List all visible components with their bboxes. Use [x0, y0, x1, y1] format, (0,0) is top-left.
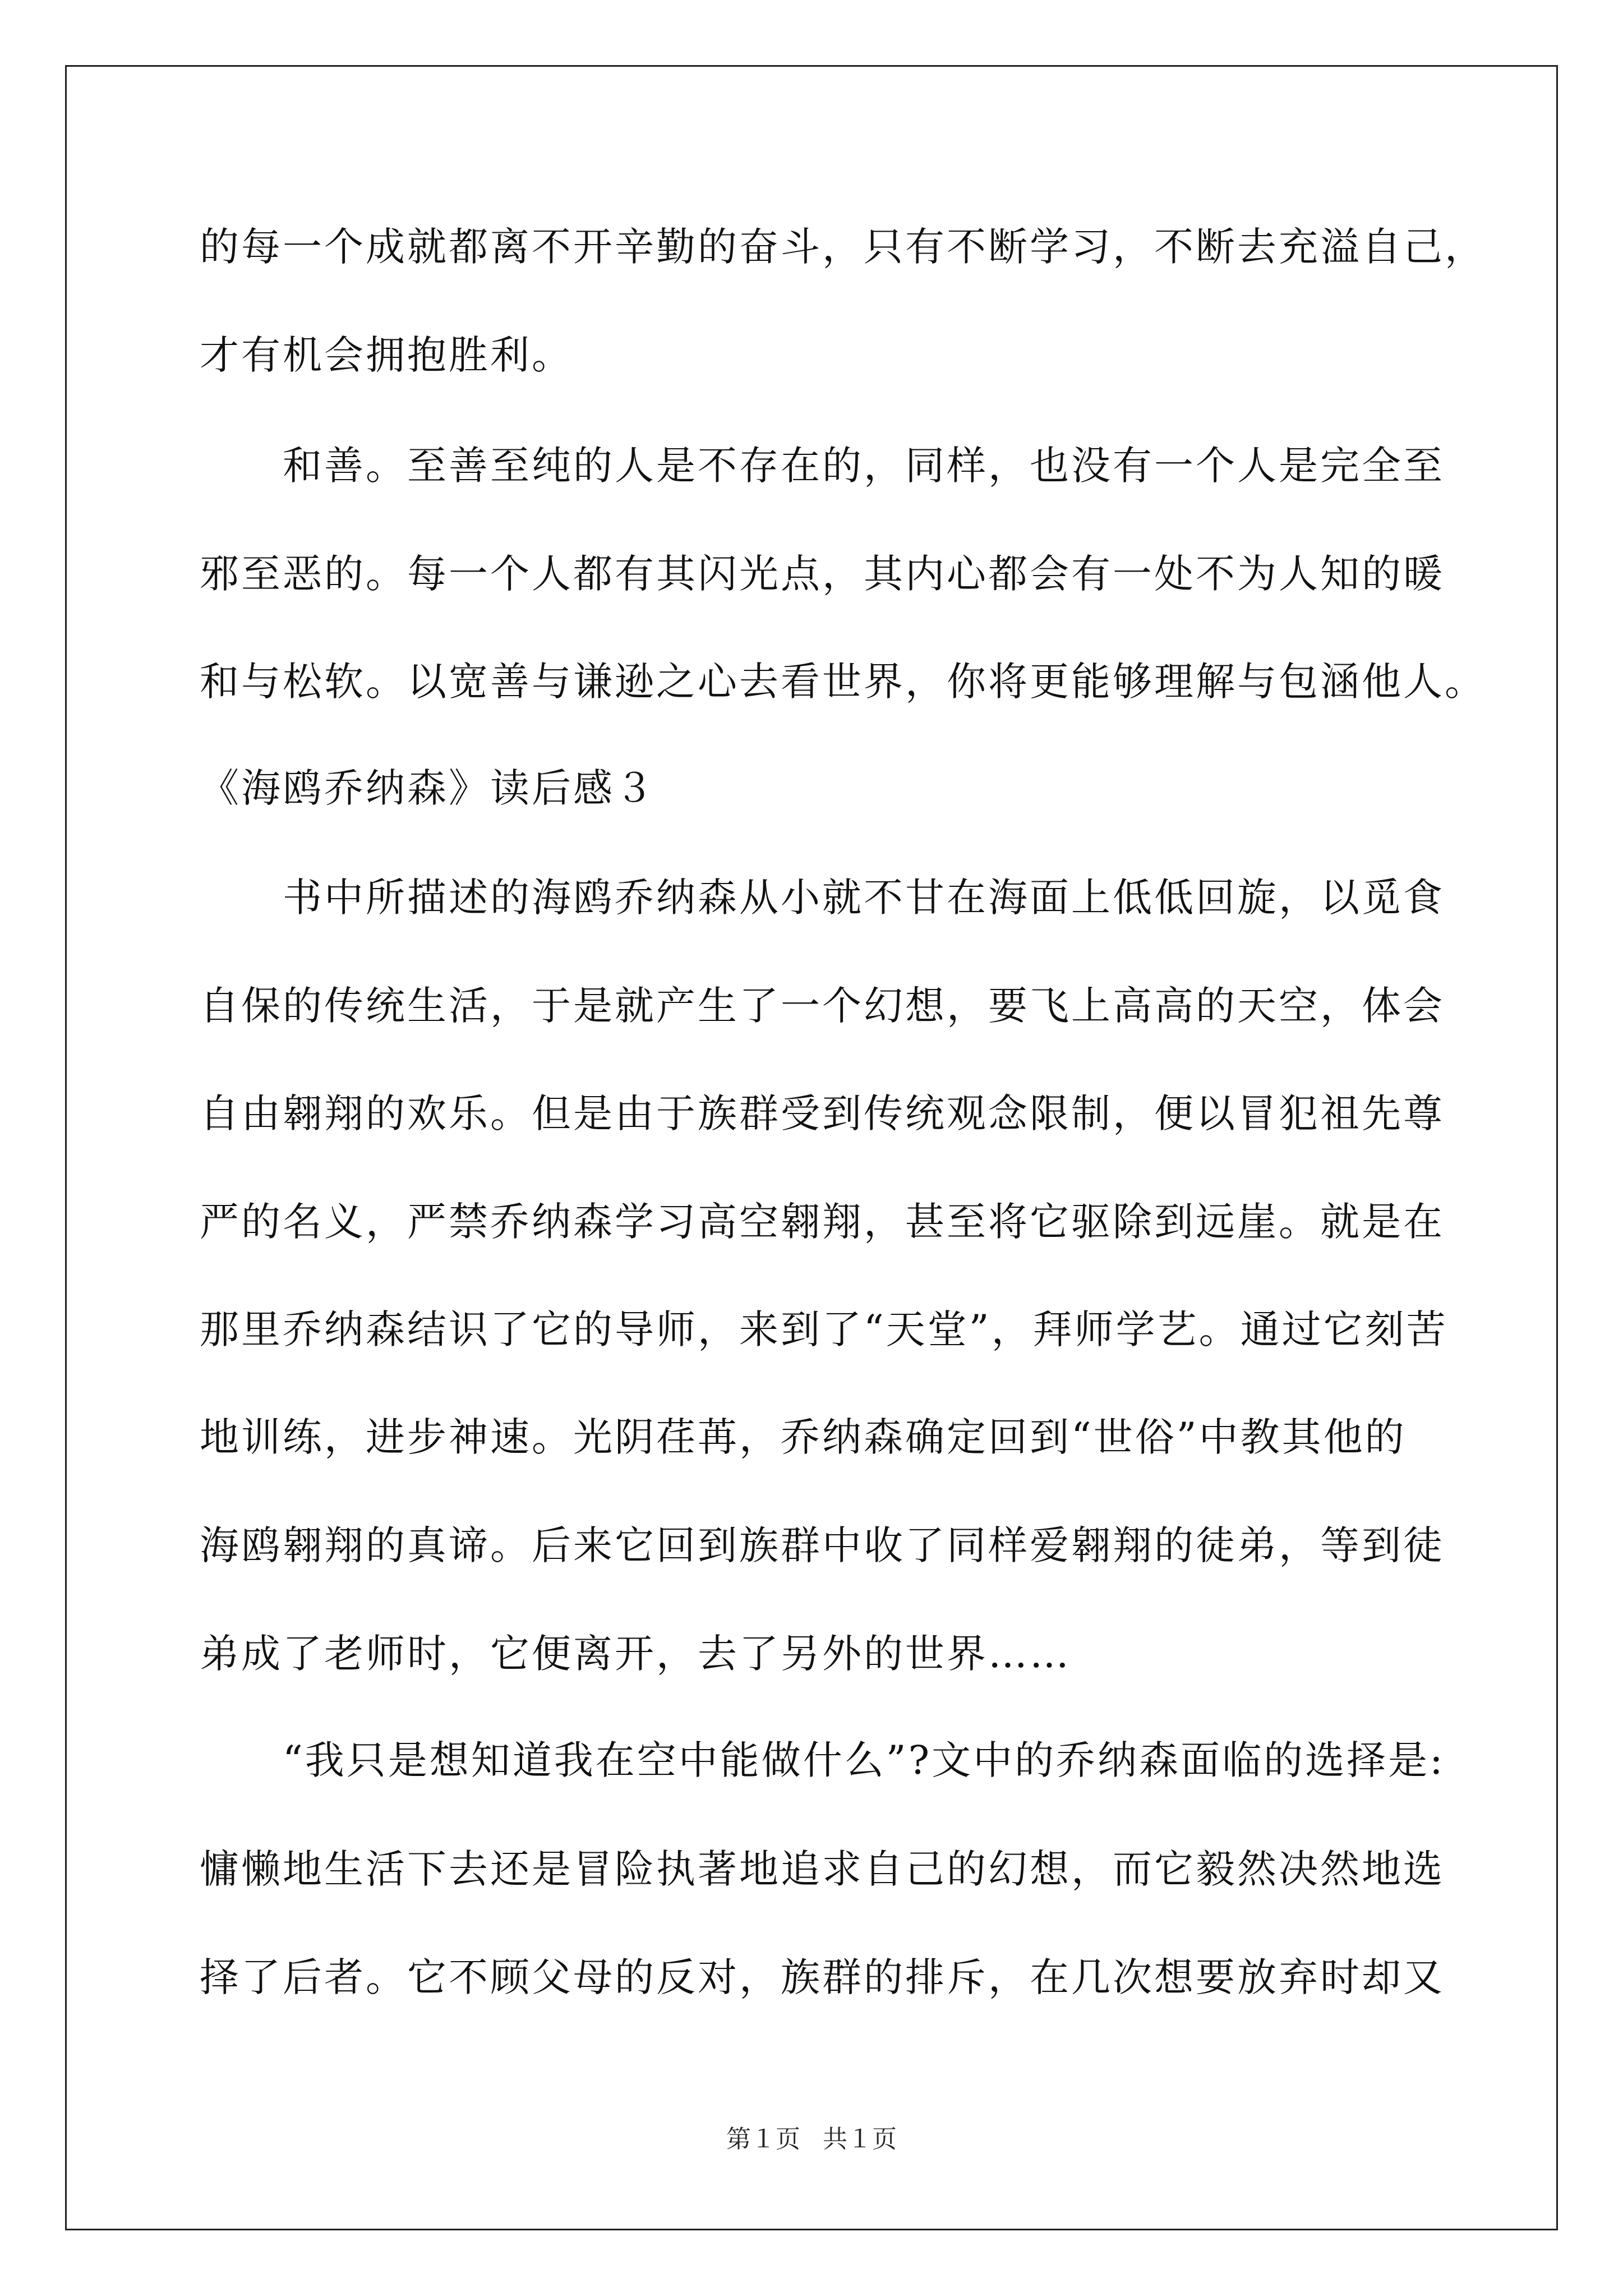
- text-line: 严的名义，严禁乔纳森学习高空翱翔，甚至将它驱除到远崖。就是在: [200, 1199, 1445, 1245]
- page-footer: [0, 2123, 1623, 2156]
- text-line: 自由翱翔的欢乐。但是由于族群受到传统观念限制，便以冒犯祖先尊: [200, 1091, 1445, 1137]
- text-line: 慵懒地生活下去还是冒险执著地追求自己的幻想，而它毅然决然地选: [200, 1846, 1445, 1892]
- text-line: 地训练，进步神速。光阴荏苒，乔纳森确定回到“世俗”中教其他的: [200, 1414, 1407, 1460]
- text-line: 的每一个成就都离不开辛勤的奋斗，只有不断学习，不断去充溢自己，: [200, 224, 1486, 270]
- text-line: 择了后者。它不顾父母的反对，族群的排斥，在几次想要放弃时却又: [200, 1954, 1445, 2000]
- text-line: 那里乔纳森结识了它的导师，来到了“天堂”，拜师学艺。通过它刻苦: [200, 1306, 1448, 1352]
- text-line: 邪至恶的。每一个人都有其闪光点，其内心都会有一处不为人知的暖: [200, 551, 1445, 597]
- page-number: 第１页: [726, 2125, 800, 2154]
- text-line: 弟成了老师时，它便离开，去了另外的世界……: [200, 1631, 1071, 1677]
- text-line: 才有机会拥抱胜利。: [200, 332, 573, 378]
- text-line: 海鸥翱翔的真谛。后来它回到族群中收了同样爱翱翔的徒弟，等到徒: [200, 1522, 1445, 1568]
- page-total: 共１页: [823, 2125, 897, 2154]
- text-line: 书中所描述的海鸥乔纳森从小就不甘在海面上低低回旋，以觅食: [200, 875, 1445, 921]
- page-border: [65, 65, 1558, 2230]
- text-line: 和与松软。以宽善与谦逊之心去看世界，你将更能够理解与包涵他人。: [200, 659, 1486, 705]
- text-line: “我只是想知道我在空中能做什么”?文中的乔纳森面临的选择是:: [200, 1737, 1445, 1783]
- section-heading: 《海鸥乔纳森》读后感３: [200, 765, 656, 811]
- text-line: 和善。至善至纯的人是不存在的，同样，也没有一个人是完全至: [200, 443, 1445, 489]
- text-line: 自保的传统生活，于是就产生了一个幻想，要飞上高高的天空，体会: [200, 983, 1445, 1029]
